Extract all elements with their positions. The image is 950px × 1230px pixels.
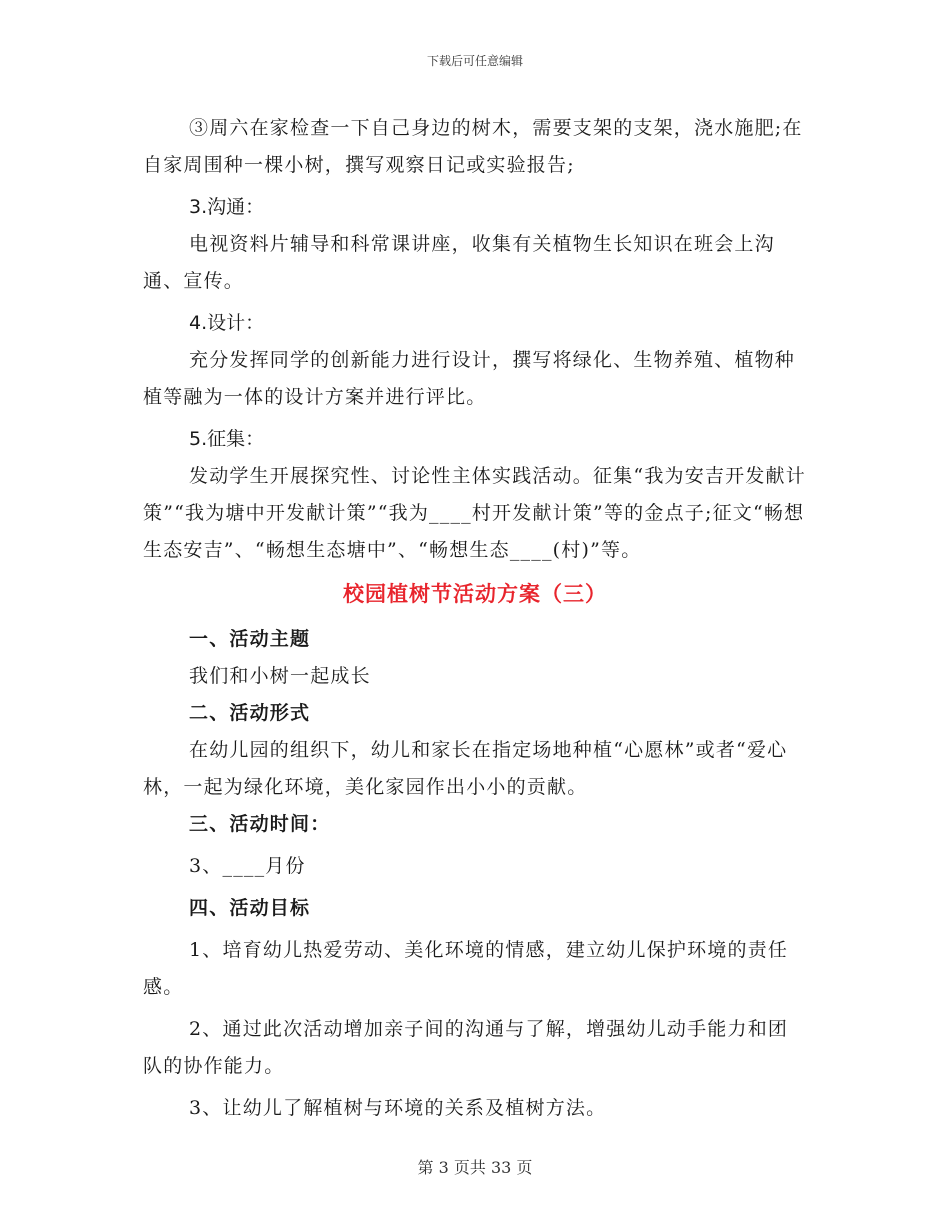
section-goal-heading: 四、活动目标 — [189, 897, 311, 919]
goal-item-2: 2、通过此次活动增加亲子间的沟通与了解，增强幼儿动手能力和团队的协作能力。 — [143, 1018, 789, 1077]
section-time-heading: 三、活动时间： — [189, 813, 331, 835]
goal-item-3: 3、让幼儿了解植树与环境的关系及植树方法。 — [189, 1097, 607, 1119]
heading-collection: 5.征集： — [189, 428, 265, 450]
paragraph-design: 充分发挥同学的创新能力进行设计，撰写将绿化、生物养殖、植物种植等融为一体的设计方案并进行评比。 — [143, 349, 796, 408]
paragraph-communication: 电视资料片辅导和科常课讲座，收集有关植物生长知识在班会上沟通、宣传。 — [143, 233, 775, 292]
heading-design: 4.设计： — [189, 312, 265, 334]
section-theme-heading: 一、活动主题 — [189, 628, 311, 650]
goal-item-1: 1、培育幼儿热爱劳动、美化环境的情感，建立幼儿保护环境的责任感。 — [143, 939, 789, 998]
paragraph-item3: ③周六在家检查一下自己身边的树木，需要支架的支架，浇水施肥;在自家周围种一棵小树，撰写观察日记或实验报告; — [143, 117, 803, 176]
document-title: 校园植树节活动方案（三） — [343, 582, 607, 606]
page-header: 下载后可任意编辑 — [426, 54, 523, 68]
section-theme-text: 我们和小树一起成长 — [189, 665, 371, 687]
document-body — [143, 110, 807, 1127]
page-footer: 第 3 页共 33 页 — [417, 1158, 533, 1177]
paragraph-collection: 发动学生开展探究性、讨论性主体实践活动。征集“我为安吉开发献计策”“我为塘中开发献计策”“我为____村开发献计策”等的金点子;征文“畅想生态安吉”、“畅想生态塘中”、“畅想生态____(村)”等。 — [143, 465, 806, 561]
section-time-text: 3、____月份 — [189, 855, 306, 877]
heading-communication: 3.沟通： — [189, 196, 265, 218]
section-form-text: 在幼儿园的组织下，幼儿和家长在指定场地种植“心愿林”或者“爱心林，一起为绿化环境，美化家园作出小小的贡献。 — [143, 739, 788, 798]
section-form-heading: 二、活动形式 — [189, 702, 311, 724]
